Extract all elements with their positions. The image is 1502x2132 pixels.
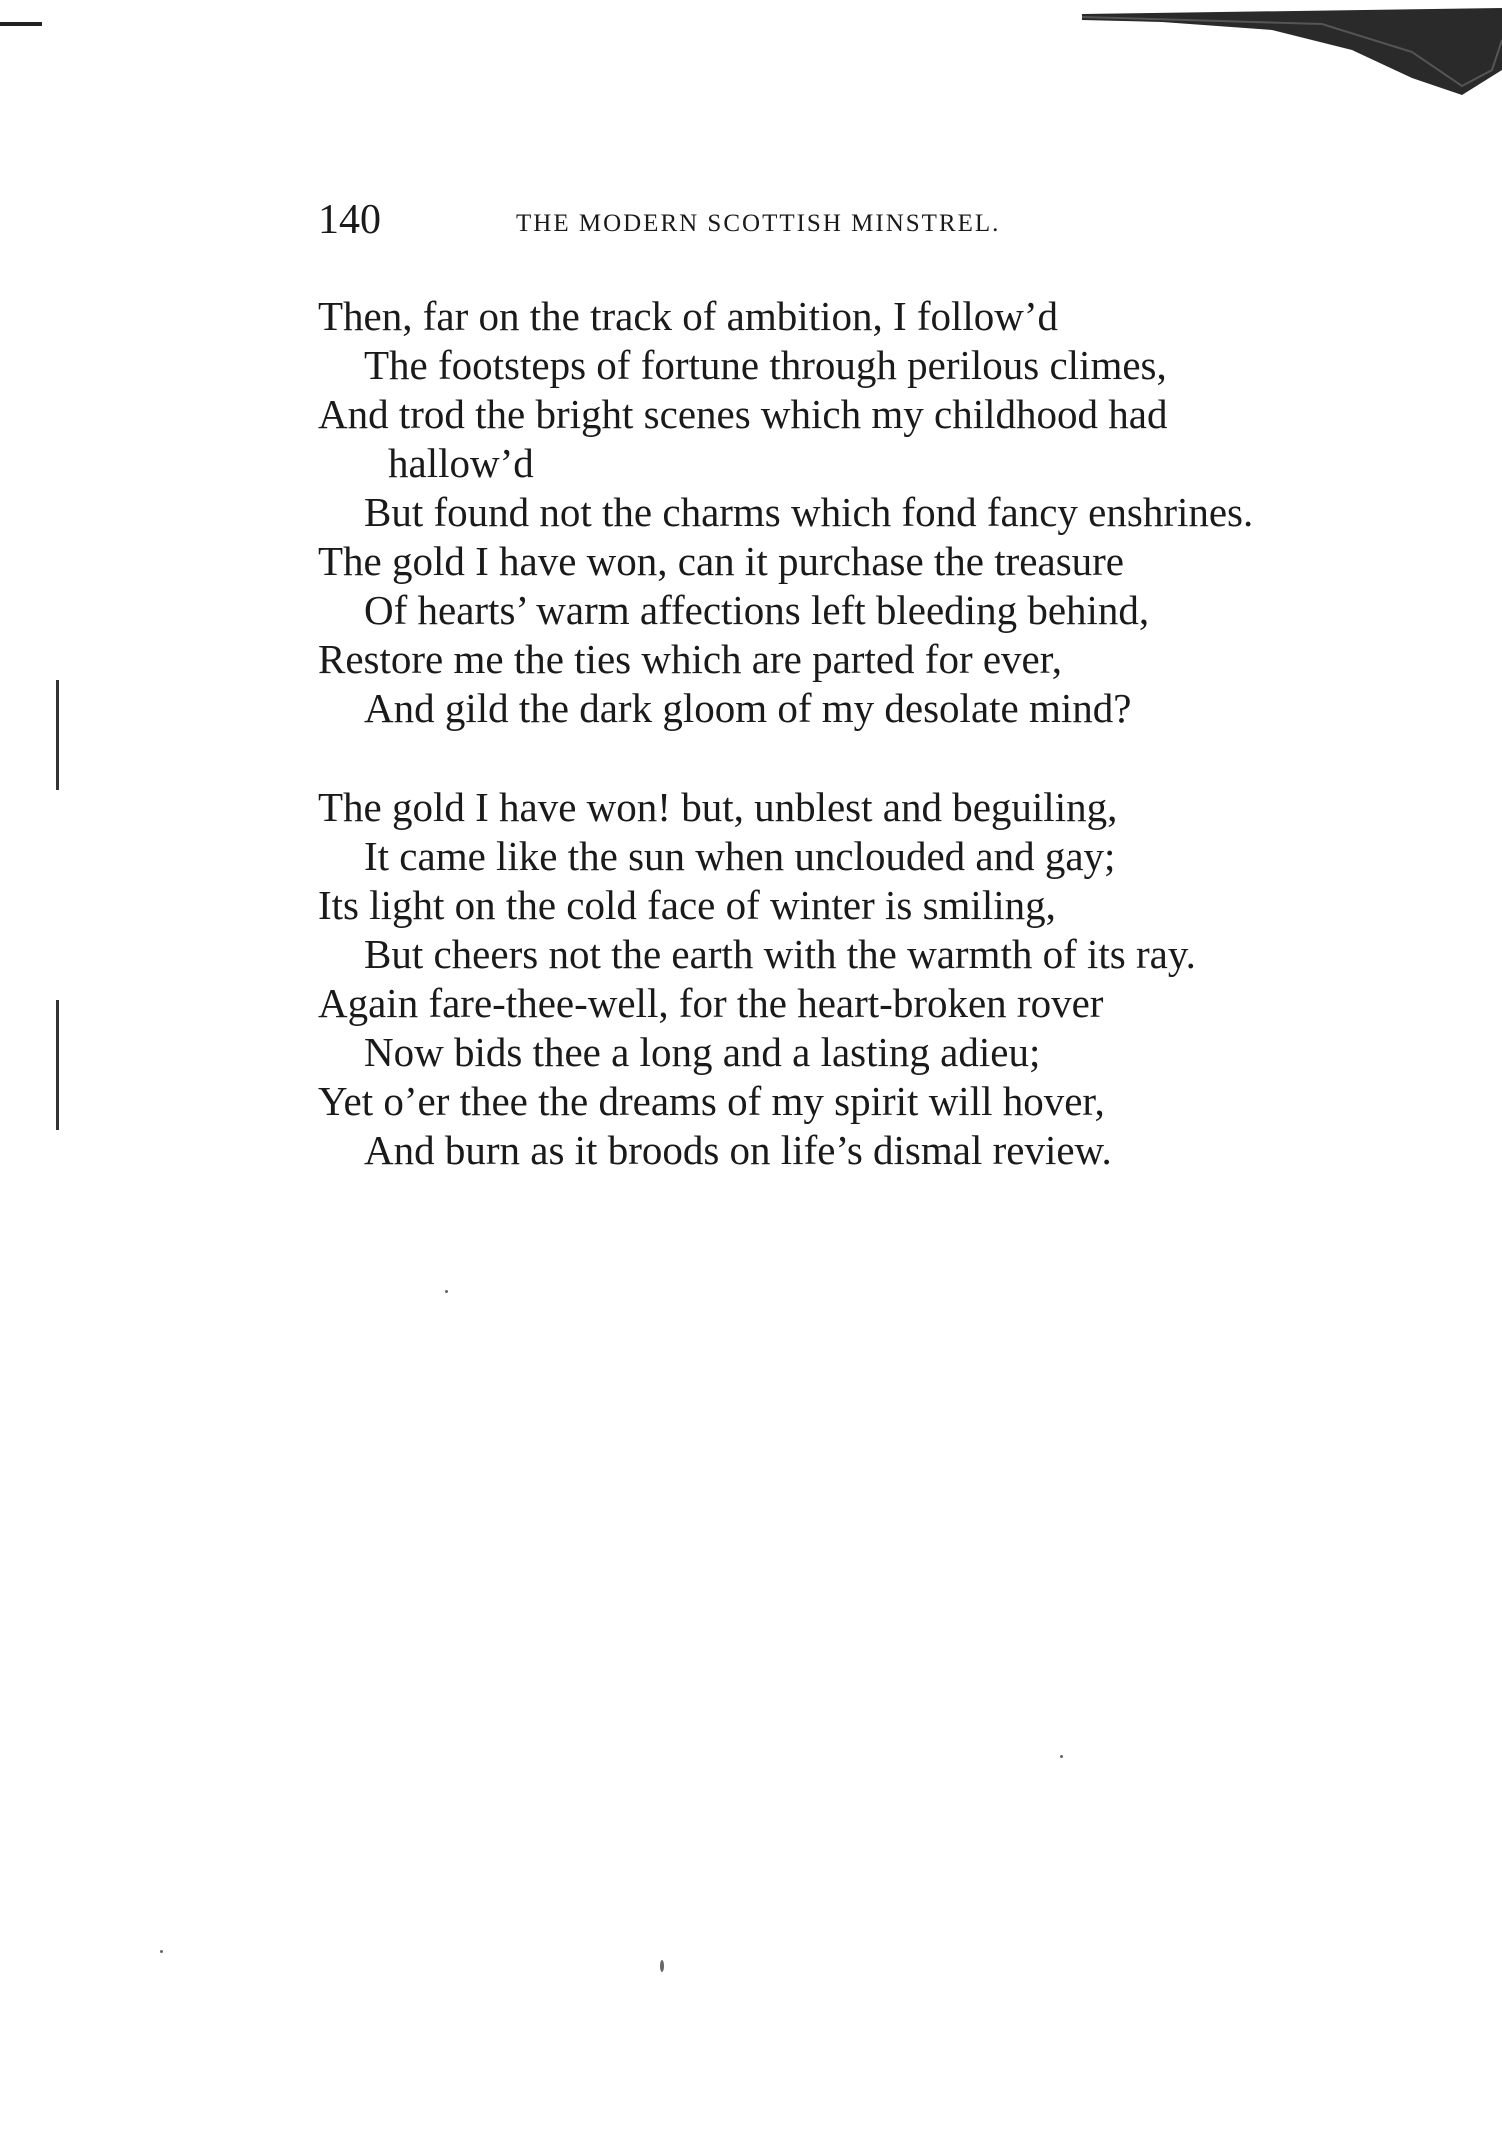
verse-line: It came like the sun when unclouded and gay; [364,833,1116,879]
running-title: THE MODERN SCOTTISH MINSTREL. [516,210,1001,237]
stanza-2 [318,783,1318,1175]
speck [1060,1755,1063,1758]
verse-line: Then, far on the track of ambition, I follow’d [318,293,1059,339]
page-number: 140 [318,197,381,243]
verse-line: Now bids thee a long and a lasting adieu; [364,1029,1041,1075]
verse-line: And trod the bright scenes which my childhood had [318,391,1168,437]
speck [160,1950,163,1953]
poem [318,292,1318,1225]
running-head [318,196,1148,256]
scan-mark [0,22,42,26]
stanza-1 [318,292,1318,733]
speck [660,1960,664,1972]
verse-line: Yet o’er thee the dreams of my spirit will hover, [318,1078,1105,1124]
speck [445,1290,448,1293]
verse-line: The gold I have won, can it purchase the treasure [318,538,1125,584]
verse-line: Its light on the cold face of winter is smiling, [318,882,1056,928]
verse-line: And burn as it broods on life’s dismal review. [364,1127,1112,1173]
verse-line: Restore me the ties which are parted for ever, [318,636,1063,682]
scan-smudge [1082,0,1502,120]
verse-line: But found not the charms which fond fancy enshrines. [364,489,1254,535]
verse-line-continuation: hallow’d [388,440,534,486]
verse-line: The gold I have won! but, unblest and beguiling, [318,784,1118,830]
verse-line: Of hearts’ warm affections left bleeding behind, [364,587,1150,633]
verse-line: But cheers not the earth with the warmth of its ray. [364,931,1196,977]
verse-line: The footsteps of fortune through perilous climes, [364,342,1167,388]
margin-mark [56,680,59,790]
verse-line: Again fare-thee-well, for the heart-broken rover [318,980,1104,1026]
margin-mark [56,1000,59,1130]
verse-line: And gild the dark gloom of my desolate mind? [364,685,1132,731]
